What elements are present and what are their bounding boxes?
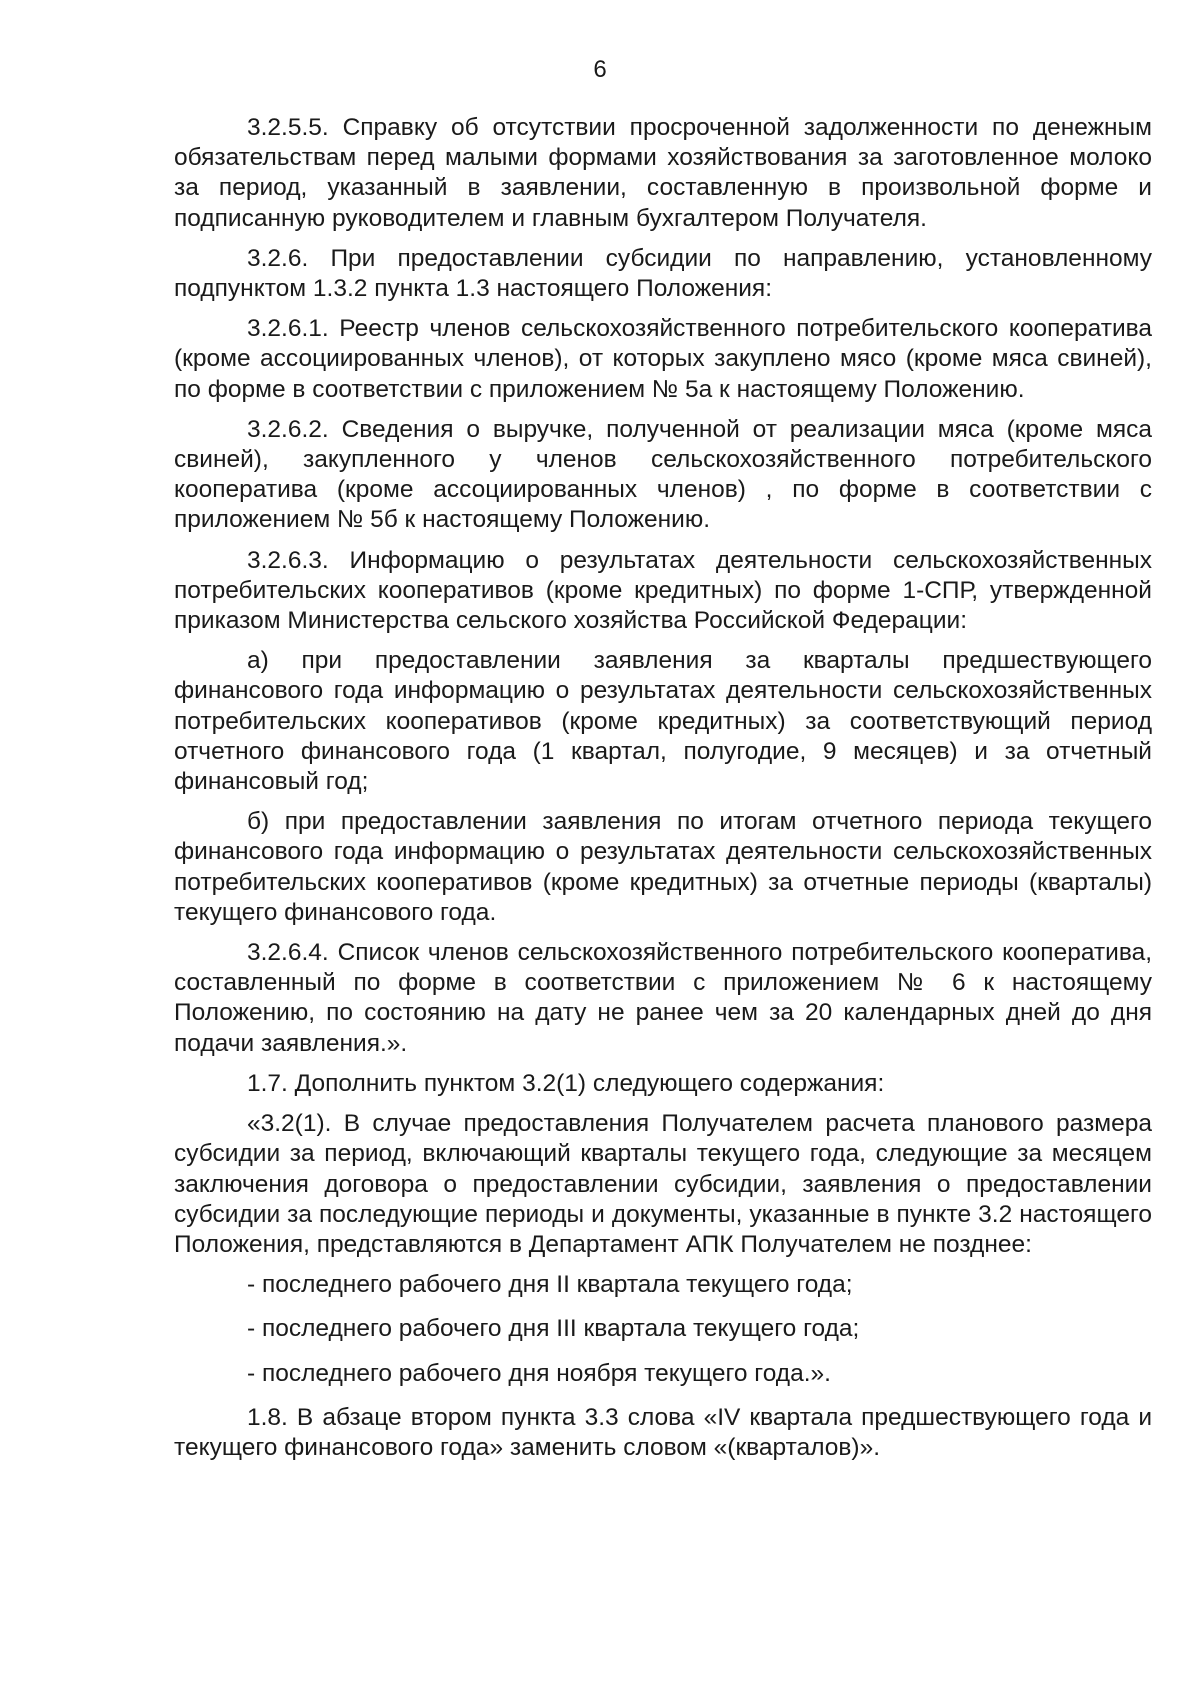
- list-item-deadline-q3: - последнего рабочего дня III квартала текущего года;: [247, 1315, 860, 1343]
- paragraph-3-2-6-2: 3.2.6.2. Сведения о выручке, полученной от реализации мяса (кроме мяса свиней), закупленного у членов сельскохозяйственного потребительского кооператива (кроме ассоциированных членов) , по форме в соответствии с приложением № 5б к настоящему Положению.: [174, 415, 1152, 534]
- paragraph-3-2-6: 3.2.6. При предоставлении субсидии по направлению, установленному подпунктом 1.3.2 пункта 1.3 настоящего Положения:: [174, 244, 1152, 303]
- paragraph-item-b: б) при предоставлении заявления по итогам отчетного периода текущего финансового года информацию о результатах деятельности сельскохозяйственных потребительских кооперативов (кроме кредитных) за отчетные периоды (кварталы) текущего финансового года.: [174, 808, 1152, 926]
- page-number: 6: [593, 56, 607, 83]
- paragraph-1-8: 1.8. В абзаце втором пункта 3.3 слова «IV квартала предшествующего года и текущего финансового года» заменить словом «(кварталов)».: [174, 1403, 1152, 1461]
- paragraph-item-a: а) при предоставлении заявления за кварталы предшествующего финансового года информацию о результатах деятельности сельскохозяйственных потребительских кооперативов (кроме кредитных) за соответствующий период отчетного финансового года (1 квартал, полугодие, 9 месяцев) и за отчетный финансовый год;: [174, 647, 1152, 796]
- list-item-deadline-q2: - последнего рабочего дня II квартала текущего года;: [247, 1271, 853, 1299]
- paragraph-3-2-6-1: 3.2.6.1. Реестр членов сельскохозяйственного потребительского кооператива (кроме ассоциированных членов), от которых закуплено мясо (кроме мяса свиней), по форме в соответствии с приложением № 5а к настоящему Положению.: [174, 315, 1152, 403]
- paragraph-3-2-1: «3.2(1). В случае предоставления Получателем расчета планового размера субсидии за период, включающий кварталы текущего года, следующие за месяцем заключения договора о предоставлении субсидии, заявления о предоставлении субсидии за последующие периоды и документы, указанные в пункте 3.2 настоящего Положения, представляются в Департамент АПК Получателем не позднее:: [174, 1110, 1152, 1258]
- paragraph-3-2-6-3: 3.2.6.3. Информацию о результатах деятельности сельскохозяйственных потребительских кооперативов (кроме кредитных) по форме 1-СПР, утвержденной приказом Министерства сельского хозяйства Российской Федерации:: [174, 546, 1152, 635]
- paragraph-1-7: 1.7. Дополнить пунктом 3.2(1) следующего содержания:: [247, 1069, 885, 1097]
- paragraph-3-2-6-4: 3.2.6.4. Список членов сельскохозяйственного потребительского кооператива, составленный по форме в соответствии с приложением № 6 к настоящему Положению, по состоянию на дату не ранее чем за 20 календарных дней до дня подачи заявления.».: [174, 939, 1152, 1057]
- paragraph-3-2-5-5: 3.2.5.5. Справку об отсутствии просроченной задолженности по денежным обязательствам перед малыми формами хозяйствования за заготовленное молоко за период, указанный в заявлении, составленную в произвольной форме и подписанную руководителем и главным бухгалтером Получателя.: [174, 114, 1152, 232]
- list-item-deadline-november: - последнего рабочего дня ноября текущего года.».: [247, 1359, 831, 1387]
- document-body: [174, 113, 1152, 1473]
